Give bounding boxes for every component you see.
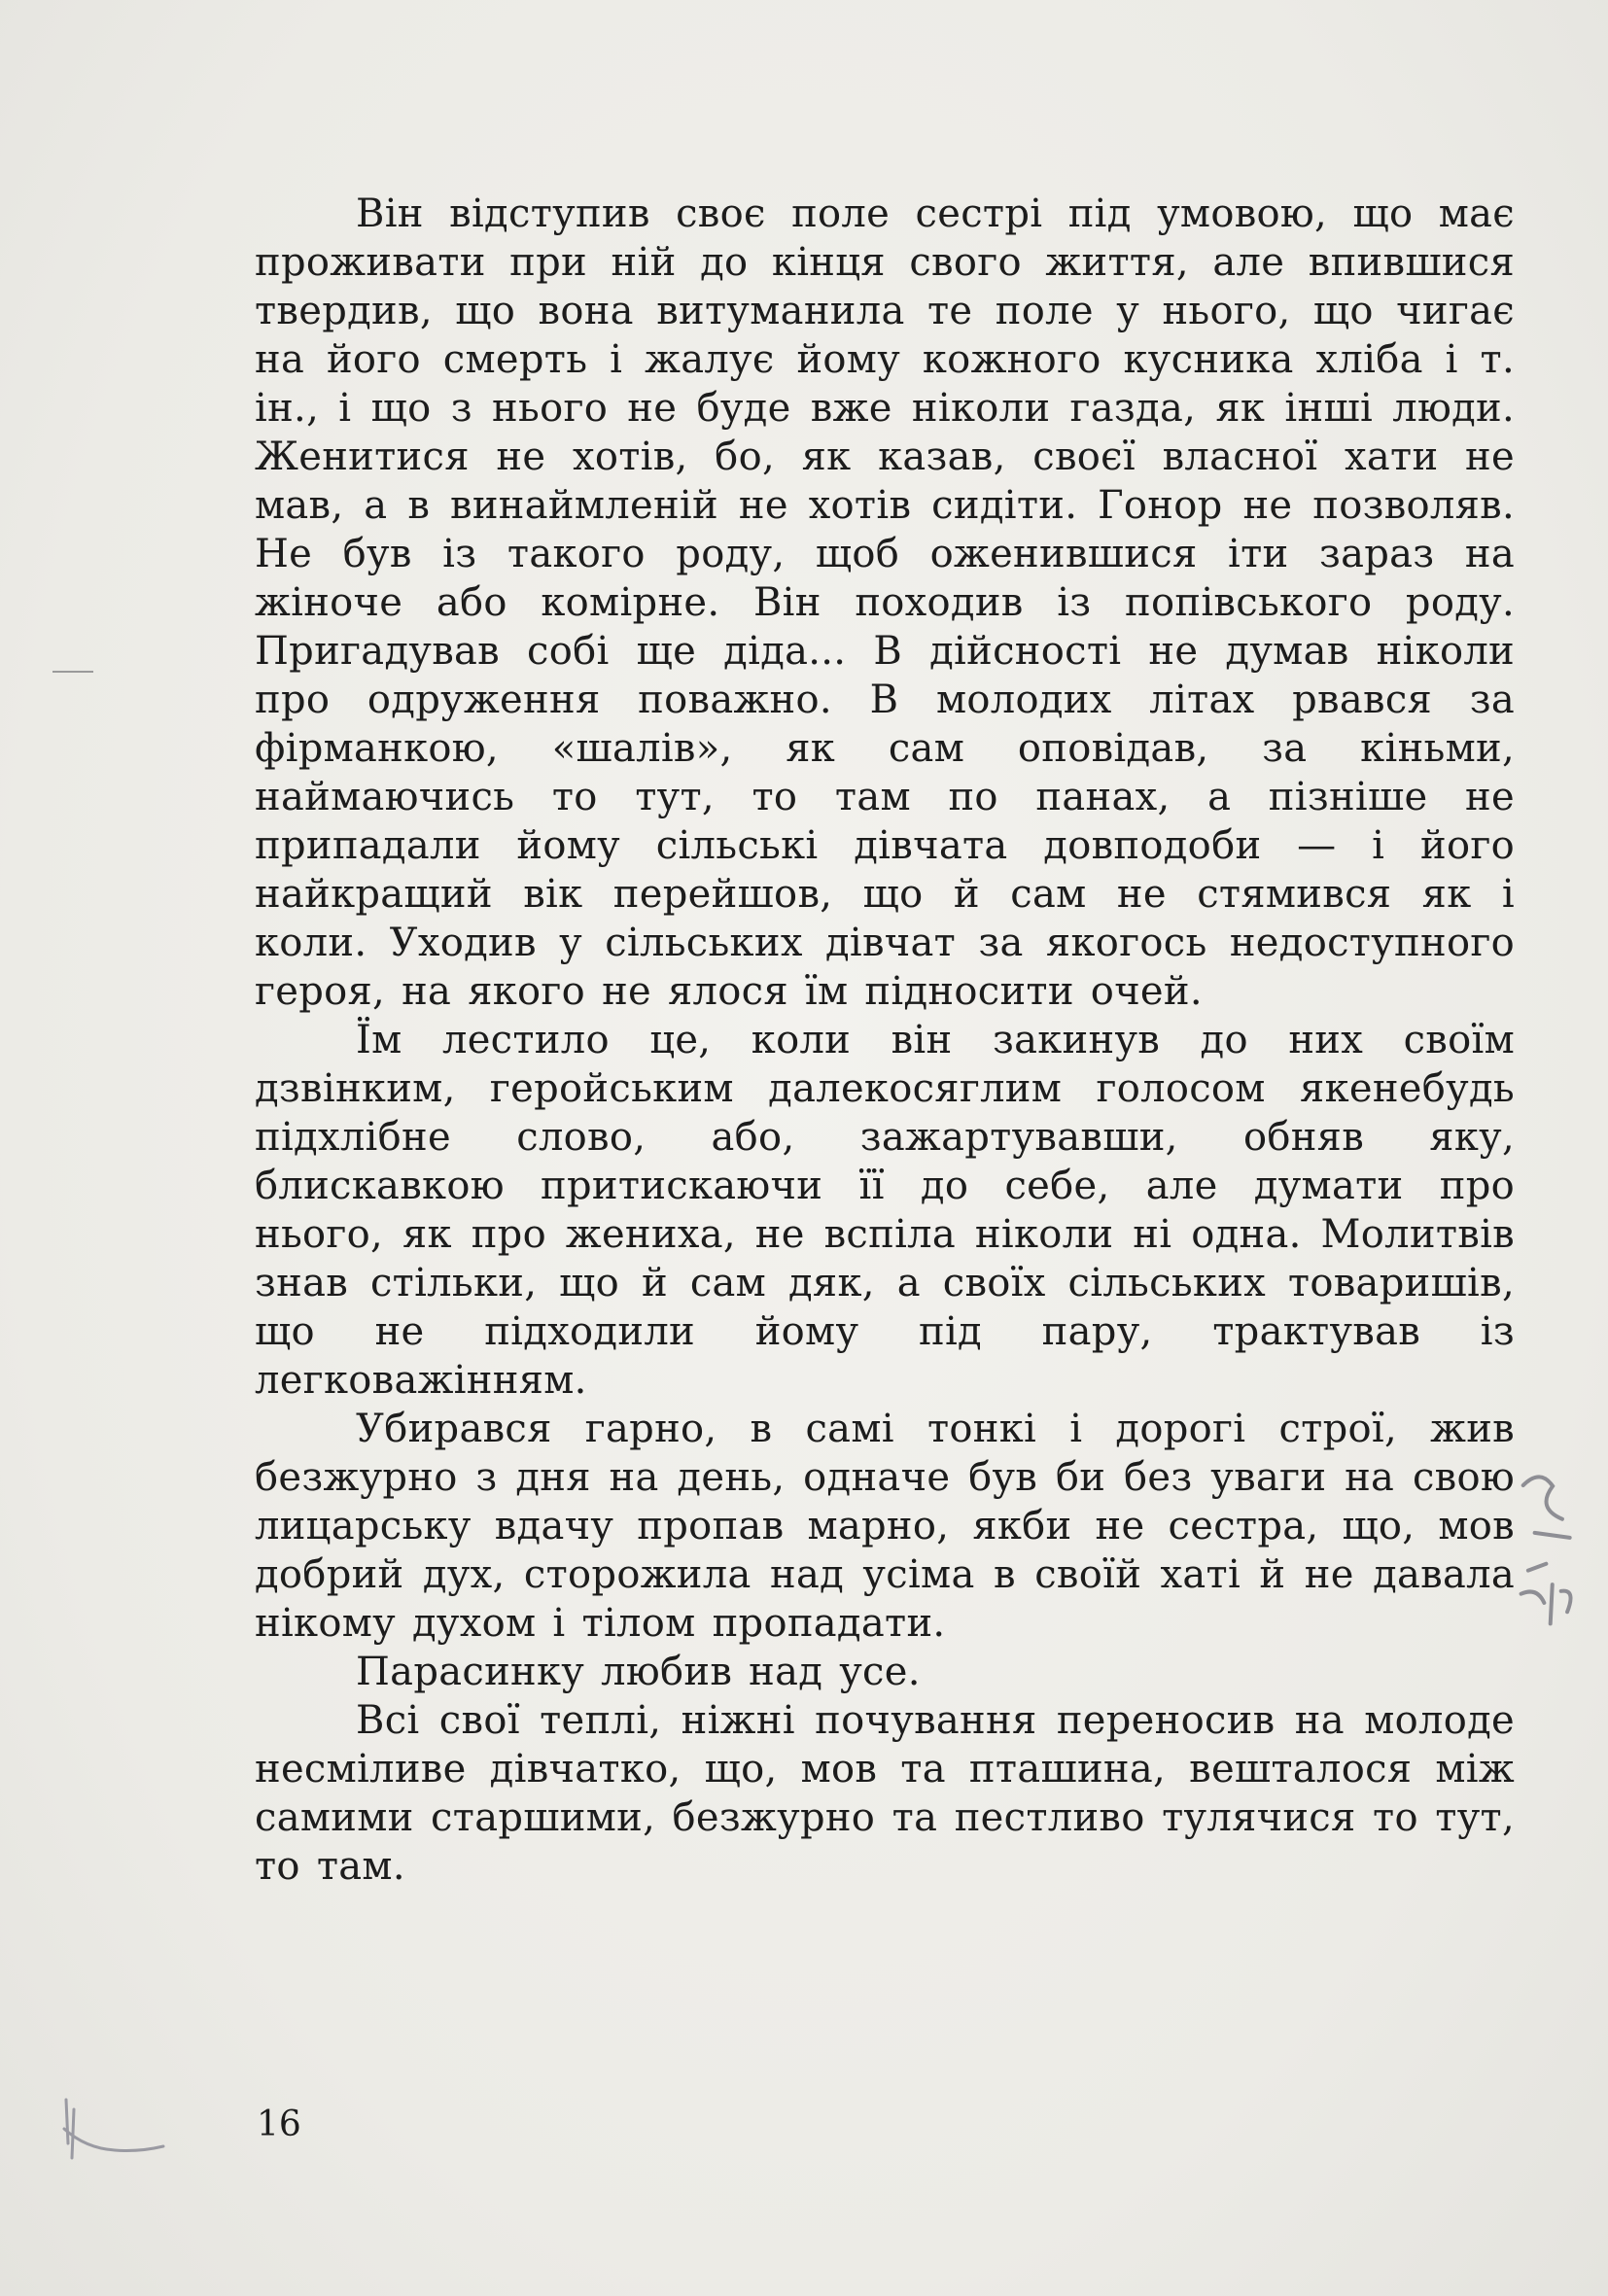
body-text (255, 190, 1515, 1891)
paragraph-5: Всі свої теплі, ніжні почування переносив на молоде несміливе дівчатко, що, мов та пташина, вешталося між самими старшими, безжурно та пестливо тулячися то тут, то там. (255, 1698, 1515, 1889)
paragraph-2: Їм лестило це, коли він закинув до них своїм дзвінким, геройським далекосяглим голосом якенебудь підхлібне слово, або, зажартувавши, обняв яку, блискавкою притискаючи її до себе, але думати про нього, як про жениха, не вспіла ніколи ні одна. Молитвів знав стільки, що й сам дяк, а своїх сільських товаришів, що не підходили йому під пару, трактував із легковажінням. (255, 1018, 1515, 1403)
pencil-annotation-mark-2 (1511, 1550, 1591, 1639)
paragraph-4: Парасинку любив над усе. (356, 1650, 921, 1694)
paragraph-1: Він відступив своє поле сестрі під умовою, що має проживати при ній до кінця свого життя, але впившися твердив, що вона витуманила те поле у нього, що чигає на його смерть і жалує йому кожного кусника хліба і т. ін., і що з нього не буде вже ніколи газда, як інші люди. Женитися не хотів, бо, як казав, своєї власної хати не мав, а в винаймленій не хотів сидіти. Гонор не позволяв. Не був із такого роду, щоб оженившися іти зараз на жіноче або комірне. Він походив із попівського роду. Пригадував собі ще діда... В дійсності не думав ніколи про одруження поважно. В молодих літах рвався за фірманкою, «шалів», як сам оповідав, за кіньми, наймаючись то тут, то там по панах, а пізніше не припадали йому сільські дівчата довподоби — і його найкращий вік перейшов, що й сам не стямився як і коли. Уходив у сільських дівчат за якогось недоступного героя, на якого не ялося їм підносити очей. (255, 191, 1515, 1014)
pencil-scribble (56, 2090, 173, 2168)
pencil-annotation-mark (1511, 1459, 1581, 1553)
page-number: 16 (257, 2105, 301, 2144)
margin-dash (52, 671, 93, 673)
paragraph-3: Убирався гарно, в самі тонкі і дорогі строї, жив безжурно з дня на день, одначе був би без уваги на свою лицарську вдачу пропав марно, якби не сестра, що, мов добрий дух, сторожила над усіма в своїй хаті й не давала нікому духом і тілом пропадати. (255, 1407, 1515, 1646)
